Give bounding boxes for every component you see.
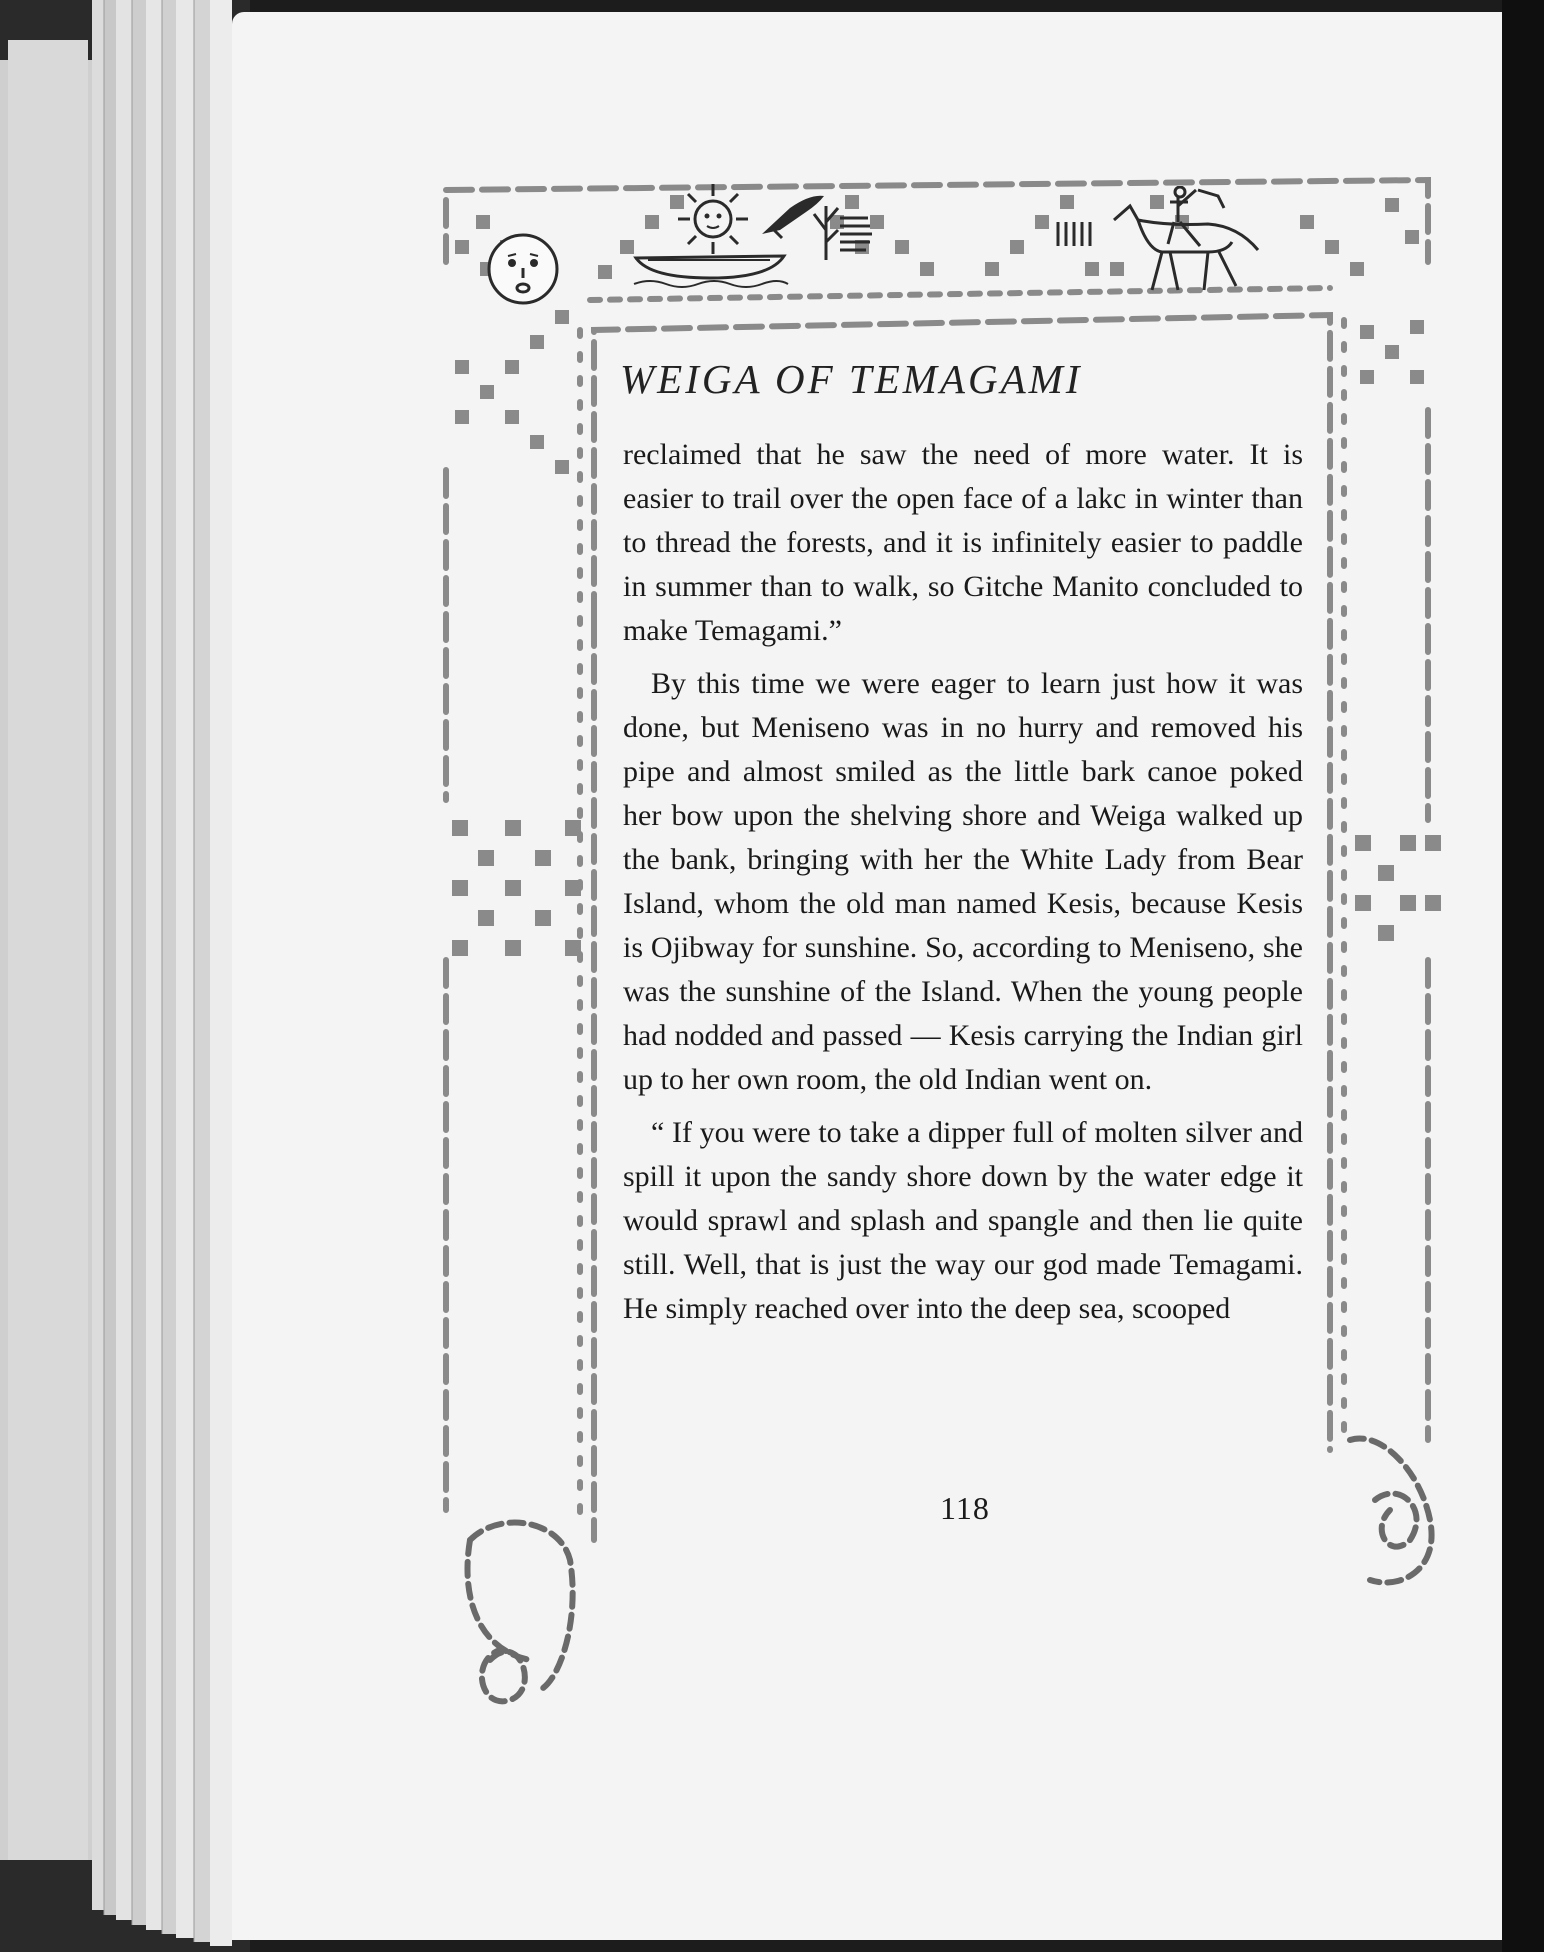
sun-face-icon [482,228,564,310]
horse-rider-icon [1108,186,1268,298]
paragraph: reclaimed that he saw the need of more water. It is easier to trail over the open face of a lakc in winter than to thread the forests, and it is infinitely easier to paddle in summer than to walk, so Gitche Manito concluded to make Temagami.” [623,438,1303,647]
tally-marks-icon [1054,220,1094,248]
page-number: 118 [940,1490,990,1526]
body-text [623,433,1303,1331]
paragraph: “ If you were to take a dipper full of molten silver and spill it upon the sandy shore down by the water edge it would sprawl and splash and spangle and then lie quite still. Well, that is just the way our god made Temagami. He simply reached over into the deep sea, scooped [623,1116,1303,1325]
tally-marks-icon [836,212,876,256]
running-title: WEIGA OF TEMAGAMI [620,356,1083,402]
paragraph: By this time we were eager to learn just how it was done, but Meniseno was in no hurry and removed his pipe and almost smiled as the little bark canoe poked her bow upon the shelving shore and Weiga walked up the bank, bringing with her the White Lady from Bear Island, whom the old man named Kesis, because Kesis is Ojibway for sunshine. So, according to Meniseno, she was the sunshine of the Island. When the young people had nodded and passed — Kesis carrying the Indian girl up to her own room, the old Indian went on. [623,667,1303,1096]
canoe-icon [630,238,790,290]
